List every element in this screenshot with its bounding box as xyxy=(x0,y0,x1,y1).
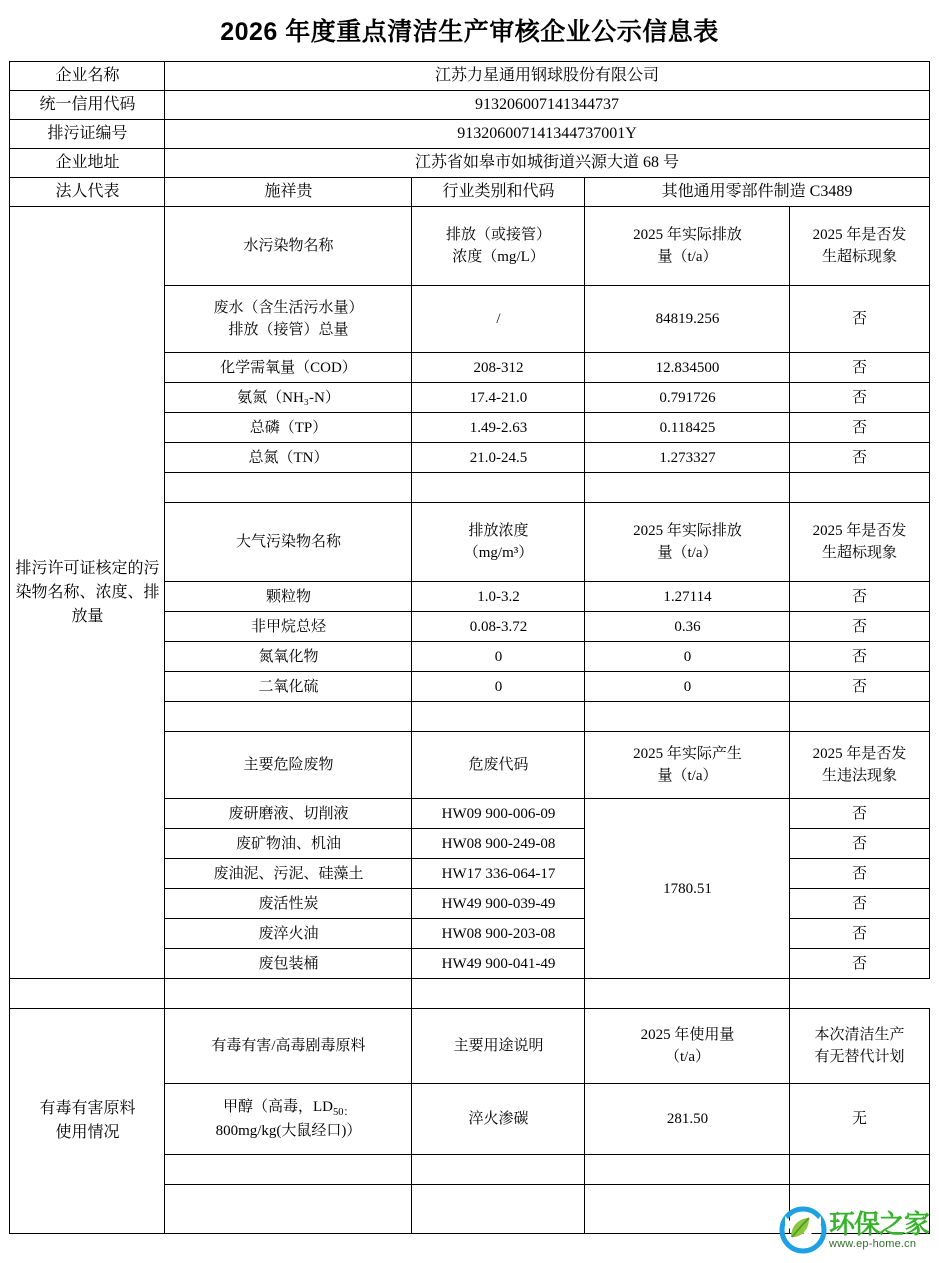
header-air-concentration-line2: （mg/m³） xyxy=(463,545,534,562)
header-toxic-material-name: 有毒有害/高毒剧毒原料 xyxy=(165,1009,412,1084)
spacer-cell xyxy=(165,702,412,732)
spacer-cell xyxy=(412,473,585,503)
header-air-amount xyxy=(585,503,790,582)
cell-hw-sludge-name: 废油泥、污泥、硅藻土 xyxy=(165,859,412,889)
header-water-amount-line2: 量（t/a） xyxy=(657,249,718,266)
spacer-cell xyxy=(412,979,585,1009)
cell-hw-mineraloil-code: HW08 900-249-08 xyxy=(412,829,585,859)
cell-particulate-concentration: 1.0-3.2 xyxy=(412,582,585,612)
spacer-cell xyxy=(165,1185,412,1234)
cell-wastewater-name-line2: 排放（接管）总量 xyxy=(228,322,349,339)
side-label-toxic-line1: 有毒有害原料 xyxy=(39,1100,136,1118)
table-row xyxy=(10,207,929,286)
cell-nmhc-exceed: 否 xyxy=(790,612,929,642)
cell-methanol-usage: 淬火渗碳 xyxy=(412,1084,585,1155)
header-water-concentration-line1: 排放（或接管） xyxy=(445,226,551,243)
label-company-address: 企业地址 xyxy=(10,149,165,178)
cell-hw-drum-name: 废包装桶 xyxy=(165,949,412,979)
header-hazardous-amount-line1: 2025 年实际产生 xyxy=(633,745,742,762)
cell-wastewater-concentration: / xyxy=(412,286,585,353)
value-legal-rep: 施祥贵 xyxy=(165,178,412,207)
header-hazardous-waste-name: 主要危险废物 xyxy=(165,732,412,799)
cell-nox-exceed: 否 xyxy=(790,642,929,672)
cell-methanol-ld50-sub: 50： xyxy=(332,1106,354,1118)
table-row xyxy=(10,120,929,149)
cell-nmhc-amount: 0.36 xyxy=(585,612,790,642)
spacer-cell xyxy=(790,1185,929,1234)
spacer-cell xyxy=(165,979,412,1009)
header-air-amount-line1: 2025 年实际排放 xyxy=(633,522,742,539)
header-toxic-substitute-plan xyxy=(790,1009,929,1084)
cell-hw-sludge-code: HW17 336-064-17 xyxy=(412,859,585,889)
cell-so2-name: 二氧化硫 xyxy=(165,672,412,702)
header-water-exceed-line2: 生超标现象 xyxy=(821,249,897,266)
header-toxic-amount xyxy=(585,1009,790,1084)
header-toxic-substitute-line1: 本次清洁生产 xyxy=(814,1026,905,1043)
cell-methanol-amount: 281.50 xyxy=(585,1084,790,1155)
cell-hw-carbon-name: 废活性炭 xyxy=(165,889,412,919)
table-row xyxy=(10,178,929,207)
cell-hw-mineraloil-name: 废矿物油、机油 xyxy=(165,829,412,859)
side-label-toxic-materials xyxy=(10,1009,165,1234)
header-hazardous-illegal-line1: 2025 年是否发 xyxy=(812,745,907,762)
header-water-amount-line1: 2025 年实际排放 xyxy=(633,226,742,243)
label-industry-code: 行业类别和代码 xyxy=(412,178,585,207)
spacer-cell xyxy=(585,1185,790,1234)
page-title: 2026 年度重点清洁生产审核企业公示信息表 xyxy=(220,18,719,46)
cell-tp-concentration: 1.49-2.63 xyxy=(412,413,585,443)
cell-hw-mineraloil-illegal: 否 xyxy=(790,829,929,859)
cell-tp-exceed: 否 xyxy=(790,413,929,443)
cell-ammonia-amount: 0.791726 xyxy=(585,383,790,413)
cell-particulate-amount: 1.27114 xyxy=(585,582,790,612)
header-water-amount xyxy=(585,207,790,286)
cell-hw-quenchoil-name: 废淬火油 xyxy=(165,919,412,949)
spacer-cell xyxy=(790,1155,929,1185)
cell-hw-sludge-illegal: 否 xyxy=(790,859,929,889)
value-company-name: 江苏力星通用钢球股份有限公司 xyxy=(165,62,929,91)
cell-nmhc-concentration: 0.08-3.72 xyxy=(412,612,585,642)
spacer-cell xyxy=(165,473,412,503)
cell-tn-concentration: 21.0-24.5 xyxy=(412,443,585,473)
header-air-concentration-line1: 排放浓度 xyxy=(468,522,529,539)
cell-wastewater-exceed: 否 xyxy=(790,286,929,353)
header-toxic-substitute-line2: 有无替代计划 xyxy=(814,1049,905,1066)
spacer-row-permit-end xyxy=(10,979,929,1009)
cell-cod-amount: 12.834500 xyxy=(585,353,790,383)
cell-tn-amount: 1.273327 xyxy=(585,443,790,473)
cell-hw-grinding-code: HW09 900-006-09 xyxy=(412,799,585,829)
cell-wastewater-amount: 84819.256 xyxy=(585,286,790,353)
value-permit-number: 913206007141344737001Y xyxy=(165,120,929,149)
spacer-cell xyxy=(585,1155,790,1185)
header-air-pollutant-name: 大气污染物名称 xyxy=(165,503,412,582)
header-air-exceed-line1: 2025 年是否发 xyxy=(812,522,907,539)
cell-hw-quenchoil-code: HW08 900-203-08 xyxy=(412,919,585,949)
header-hazardous-illegal-line2: 生违法现象 xyxy=(821,768,897,785)
cell-tn-exceed: 否 xyxy=(790,443,929,473)
cell-so2-exceed: 否 xyxy=(790,672,929,702)
header-water-exceed-line1: 2025 年是否发 xyxy=(812,226,907,243)
cell-nox-name: 氮氧化物 xyxy=(165,642,412,672)
header-water-exceed xyxy=(790,207,929,286)
spacer-cell xyxy=(10,979,165,1009)
cell-methanol-name xyxy=(165,1084,412,1155)
spacer-cell xyxy=(585,979,790,1009)
cell-tp-amount: 0.118425 xyxy=(585,413,790,443)
value-industry-code: 其他通用零部件制造 C3489 xyxy=(585,178,929,207)
cell-ammonia-name: 氨氮（NH₃-N） xyxy=(165,383,412,413)
cell-cod-exceed: 否 xyxy=(790,353,929,383)
spacer-cell xyxy=(165,1155,412,1185)
header-water-concentration xyxy=(412,207,585,286)
cell-hw-carbon-illegal: 否 xyxy=(790,889,929,919)
cell-wastewater-name xyxy=(165,286,412,353)
label-legal-rep: 法人代表 xyxy=(10,178,165,207)
header-hazardous-amount xyxy=(585,732,790,799)
cell-cod-concentration: 208-312 xyxy=(412,353,585,383)
value-credit-code: 913206007141344737 xyxy=(165,91,929,120)
header-toxic-amount-line2: （t/a） xyxy=(664,1049,710,1066)
header-water-concentration-line2: 浓度（mg/L） xyxy=(452,249,545,266)
side-label-toxic-line2: 使用情况 xyxy=(55,1124,120,1142)
cell-particulate-name: 颗粒物 xyxy=(165,582,412,612)
header-toxic-usage: 主要用途说明 xyxy=(412,1009,585,1084)
label-company-name: 企业名称 xyxy=(10,62,165,91)
label-permit-number: 排污证编号 xyxy=(10,120,165,149)
watermark-url: www.ep-home.cn xyxy=(829,1237,917,1250)
cell-hw-drum-code: HW49 900-041-49 xyxy=(412,949,585,979)
header-toxic-amount-line1: 2025 年使用量 xyxy=(640,1026,735,1043)
public-info-table xyxy=(9,61,929,1234)
table-row xyxy=(10,62,929,91)
header-air-exceed xyxy=(790,503,929,582)
header-air-amount-line2: 量（t/a） xyxy=(657,545,718,562)
cell-hw-carbon-code: HW49 900-039-49 xyxy=(412,889,585,919)
cell-methanol-name-line1: 甲醇（高毒，LD xyxy=(222,1098,333,1115)
cell-hw-grinding-name: 废研磨液、切削液 xyxy=(165,799,412,829)
cell-hw-quenchoil-illegal: 否 xyxy=(790,919,929,949)
table-row xyxy=(10,1009,929,1084)
cell-ammonia-concentration: 17.4-21.0 xyxy=(412,383,585,413)
cell-nmhc-name: 非甲烷总烃 xyxy=(165,612,412,642)
cell-ammonia-exceed: 否 xyxy=(790,383,929,413)
cell-tn-name: 总氮（TN） xyxy=(165,443,412,473)
cell-nox-amount: 0 xyxy=(585,642,790,672)
cell-hw-grinding-illegal: 否 xyxy=(790,799,929,829)
header-water-pollutant-name: 水污染物名称 xyxy=(165,207,412,286)
watermark-brand: 环保之家 xyxy=(829,1208,930,1239)
spacer-cell xyxy=(790,473,929,503)
spacer-cell xyxy=(790,702,929,732)
header-hazardous-illegal xyxy=(790,732,929,799)
header-hazardous-amount-line2: 量（t/a） xyxy=(657,768,718,785)
spacer-cell xyxy=(412,1155,585,1185)
cell-cod-name: 化学需氧量（COD） xyxy=(165,353,412,383)
spacer-cell xyxy=(585,702,790,732)
cell-tp-name: 总磷（TP） xyxy=(165,413,412,443)
table-row xyxy=(10,91,929,120)
side-label-permit-pollutants: 排污许可证核定的污染物名称、浓度、排放量 xyxy=(10,207,165,979)
cell-methanol-name-line2: 800mg/kg(大鼠经口)） xyxy=(215,1123,362,1140)
label-credit-code: 统一信用代码 xyxy=(10,91,165,120)
spacer-cell xyxy=(412,1185,585,1234)
cell-particulate-exceed: 否 xyxy=(790,582,929,612)
table-row xyxy=(10,149,929,178)
spacer-cell xyxy=(412,702,585,732)
header-hazardous-waste-code: 危废代码 xyxy=(412,732,585,799)
header-air-exceed-line2: 生超标现象 xyxy=(821,545,897,562)
cell-hw-drum-illegal: 否 xyxy=(790,949,929,979)
header-air-concentration xyxy=(412,503,585,582)
cell-so2-amount: 0 xyxy=(585,672,790,702)
cell-wastewater-name-line1: 废水（含生活污水量） xyxy=(213,299,364,316)
cell-hazardous-total-amount: 1780.51 xyxy=(585,799,790,979)
spacer-cell xyxy=(585,473,790,503)
value-company-address: 江苏省如皋市如城街道兴源大道 68 号 xyxy=(165,149,929,178)
cell-methanol-substitute-plan: 无 xyxy=(790,1084,929,1155)
cell-nox-concentration: 0 xyxy=(412,642,585,672)
cell-so2-concentration: 0 xyxy=(412,672,585,702)
